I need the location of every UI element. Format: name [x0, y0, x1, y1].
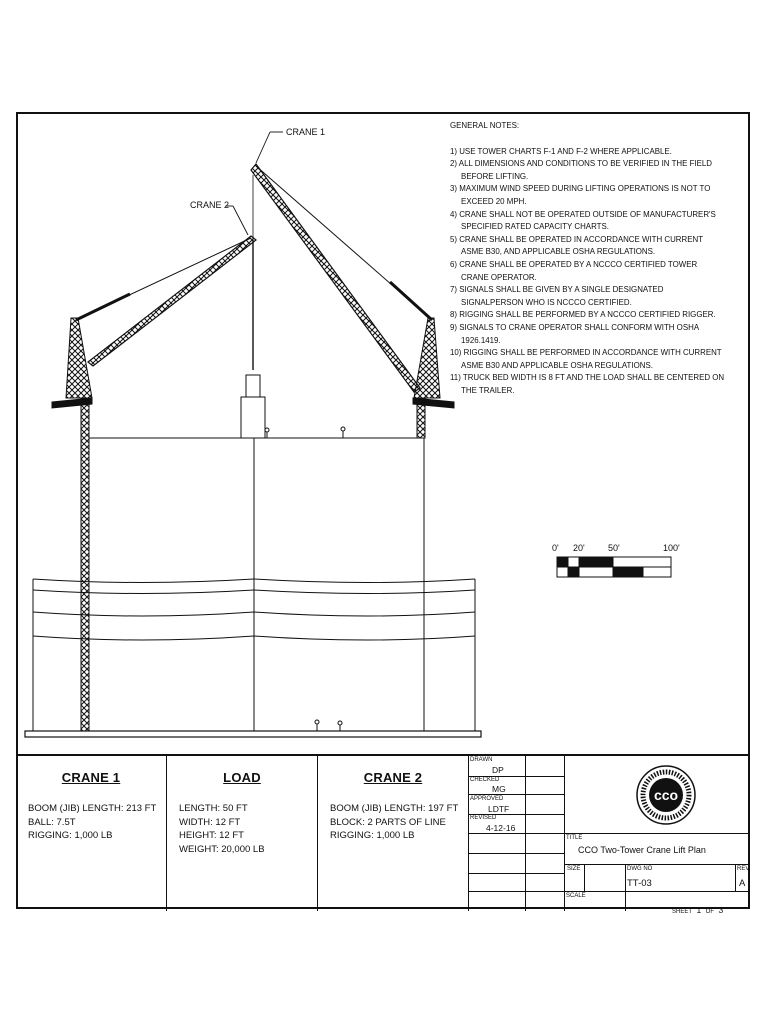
ground-slab [25, 731, 481, 737]
of-label: OF [705, 909, 714, 915]
note-item: 7) SIGNALS SHALL BE GIVEN BY A SINGLE DESIGNATED SIGNALPERSON WHO IS NCCCO CERTIFIED. [450, 284, 664, 307]
load-spec-panel [167, 756, 318, 911]
crane-1-callout: CRANE 1 [286, 127, 326, 137]
scale-tick-label: 0' [552, 543, 559, 553]
scale-tick-label: 20' [573, 543, 585, 553]
crane-2-callout: CRANE 2 [190, 200, 230, 210]
spec-line: WIDTH: 12 FT [179, 816, 241, 828]
revised-value: 4-12-16 [486, 823, 516, 833]
logo-initials: cco [653, 787, 679, 803]
sheet-count [672, 900, 723, 918]
building-elevation [33, 438, 475, 731]
callout-leaders [226, 132, 283, 235]
note-item: 9) SIGNALS TO CRANE OPERATOR SHALL CONFORM WITH OSHA 1926.1419. [450, 321, 699, 345]
sheet-label: SHEET [672, 909, 693, 915]
crane-1-spec-panel [16, 756, 167, 911]
dwg-no-value: TT-03 [627, 878, 652, 889]
sheet-total: 3 [718, 905, 724, 915]
drawn-value: DP [492, 765, 504, 775]
note-item: 2) ALL DIMENSIONS AND CONDITIONS TO BE VERIFIED IN THE FIELD BEFORE LIFTING. [450, 158, 712, 181]
spec-line: BLOCK: 2 PARTS OF LINE [330, 816, 446, 828]
scale-label: SCALE [566, 893, 586, 899]
note-item: 4) CRANE SHALL NOT BE OPERATED OUTSIDE OF MANUFACTURER'S SPECIFIED RATED CAPACITY CHARTS. [450, 208, 716, 232]
general-notes [450, 119, 726, 396]
title-label: TITLE [566, 835, 583, 841]
spec-line: RIGGING: 1,000 LB [28, 830, 113, 841]
note-item: 8) RIGGING SHALL BE PERFORMED BY A NCCCO CERTIFIED RIGGER. [450, 309, 716, 320]
note-item: 6) CRANE SHALL BE OPERATED BY A NCCCO CERTIFIED TOWER CRANE OPERATOR. [450, 258, 698, 282]
load-heading: LOAD [223, 770, 261, 785]
checked-value: MG [492, 784, 506, 794]
drawing-title: CCO Two-Tower Crane Lift Plan [578, 845, 706, 855]
person-figures [265, 427, 345, 731]
note-item: 5) CRANE SHALL BE OPERATED IN ACCORDANCE WITH CURRENT ASME B30, AND APPLICABLE OSHA REGULATIONS. [450, 233, 703, 257]
note-item: 10) RIGGING SHALL BE PERFORMED IN ACCORDANCE WITH CURRENT ASME B30 AND APPLICABLE OSHA REGULATIONS. [450, 347, 722, 370]
approved-value: LDTF [488, 804, 510, 814]
spec-line: HEIGHT: 12 FT [179, 830, 244, 841]
spec-line: LENGTH: 50 FT [179, 803, 248, 814]
note-item: 3) MAXIMUM WIND SPEED DURING LIFTING OPERATIONS IS NOT TO EXCEED 20 MPH. [450, 183, 711, 206]
crane-2-structure [52, 236, 256, 731]
approved-label: APPROVED [470, 796, 504, 802]
spec-line: BALL: 7.5T [28, 816, 76, 828]
spec-line: BOOM (JIB) LENGTH: 197 FT [330, 803, 459, 814]
crane-1-structure [251, 164, 454, 438]
drawn-label: DRAWN [470, 757, 493, 763]
crane-1-heading: CRANE 1 [61, 770, 121, 785]
scale-tick-label: 100' [663, 543, 680, 553]
crane-2-heading: CRANE 2 [363, 770, 423, 785]
crane-2-spec-panel [318, 756, 469, 911]
dwg-no-label: DWG NO [627, 866, 653, 872]
cco-seal-logo [636, 758, 696, 832]
revised-label: REVISED [470, 815, 497, 821]
spec-line: BOOM (JIB) LENGTH: 213 FT [28, 803, 157, 814]
rev-value: A [739, 878, 746, 889]
note-item: 1) USE TOWER CHARTS F-1 AND F-2 WHERE APPLICABLE. [450, 145, 672, 156]
graphic-scale-bar [557, 557, 671, 577]
sheet-number: 1 [696, 905, 702, 915]
checked-label: CHECKED [470, 777, 500, 783]
scale-tick-label: 50' [608, 543, 620, 553]
general-notes-title: GENERAL NOTES: [450, 120, 520, 130]
spec-line: RIGGING: 1,000 LB [330, 830, 415, 841]
load-block [241, 175, 265, 438]
spec-line: WEIGHT: 20,000 LB [179, 843, 265, 855]
size-label: SIZE [567, 866, 581, 872]
title-block [16, 754, 750, 915]
rev-label: REV [737, 866, 750, 872]
note-item: 11) TRUCK BED WIDTH IS 8 FT AND THE LOAD SHALL BE CENTERED ON THE TRAILER. [450, 372, 725, 395]
